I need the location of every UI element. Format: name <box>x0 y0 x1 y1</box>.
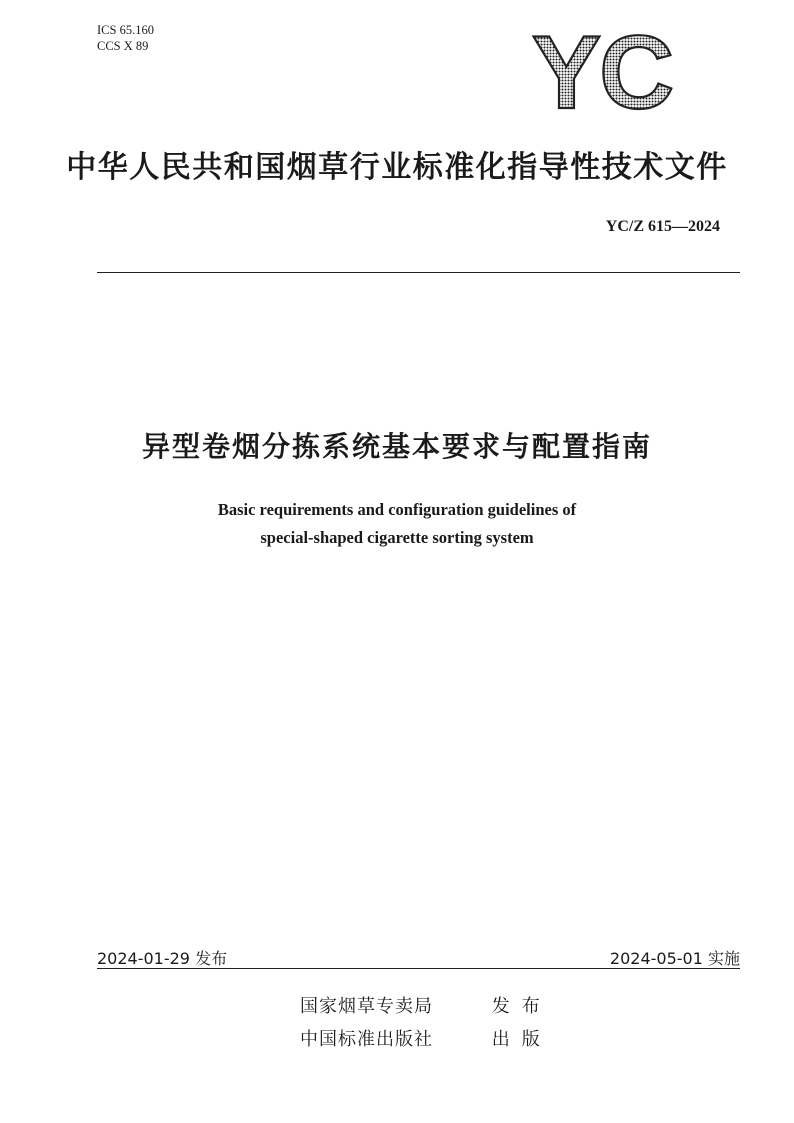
title-en-line-1: Basic requirements and configuration guidelines of <box>217 500 577 519</box>
publisher-row <box>300 992 552 1018</box>
issuing-body-title: 中华人民共和国烟草行业标准化指导性技术文件 <box>66 150 728 185</box>
publisher-action: 发布 <box>491 996 552 1017</box>
document-title-zh: 异型卷烟分拣系统基本要求与配置指南 <box>141 430 652 463</box>
publisher-org: 国家烟草专卖局 <box>300 996 433 1017</box>
title-en-line-2: special-shaped cigarette sorting system <box>260 528 534 547</box>
standard-number: YC/Z 615—2024 <box>605 218 720 235</box>
classification-codes <box>97 22 154 54</box>
publisher-row <box>300 1025 552 1051</box>
implementation-date: 2024-05-01 实施 <box>609 949 740 968</box>
publisher-action: 出版 <box>491 1029 552 1050</box>
document-title-en <box>0 496 794 552</box>
ccs-code: CCS X 89 <box>97 39 149 53</box>
header-divider <box>97 272 740 273</box>
svg-text:YC: YC <box>531 22 673 122</box>
yc-logo <box>522 22 682 122</box>
ics-code: ICS 65.160 <box>97 23 154 37</box>
issue-date: 2024-01-29 发布 <box>97 949 228 968</box>
publisher-org: 中国标准出版社 <box>300 1029 433 1050</box>
footer-divider <box>97 968 740 969</box>
